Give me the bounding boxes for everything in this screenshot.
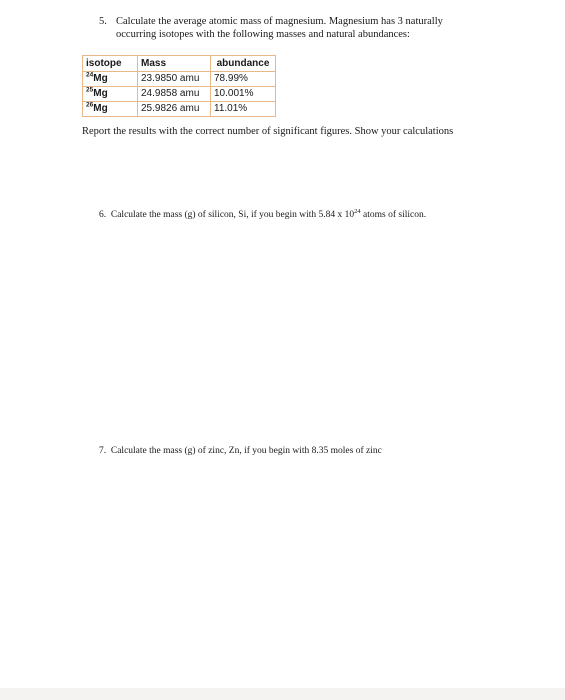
question-5 [99,16,519,41]
question-6-text-main: Calculate the mass (g) of silicon, Si, if you begin with 5.84 x 10 [110,210,355,220]
question-5-number: 5. [99,16,107,27]
question-6-number: 6. [99,210,107,220]
report-instruction: Report the results with the correct number of significant figures. Show your calculations [82,126,454,137]
mass-cell: 24.9858 amu [138,87,211,102]
header-isotope: isotope [83,56,138,72]
question-6-text-end: atoms of silicon. [360,210,427,220]
question-7-number: 7. [99,446,107,456]
mass-cell: 25.9826 amu [138,102,211,117]
isotope-table-header-row [83,56,276,72]
question-5-line-1: Calculate the average atomic mass of magnesium. Magnesium has 3 naturally [116,16,443,27]
mass-number: 26 [86,101,94,109]
isotope-table [82,55,276,117]
table-row [83,102,276,117]
isotope-cell [83,87,138,102]
abundance-cell: 78.99% [211,72,276,87]
isotope-cell [83,102,138,117]
element-symbol: Mg [93,73,108,84]
question-7 [99,445,382,457]
isotope-cell [83,72,138,87]
element-symbol: Mg [93,88,108,99]
bottom-strip [0,688,565,700]
question-6-text [110,207,427,220]
mass-cell: 23.9850 amu [138,72,211,87]
mass-number: 24 [86,71,94,79]
exponent: 24 [354,207,361,215]
element-symbol: Mg [93,103,108,114]
abundance-cell: 11.01% [211,102,276,117]
header-mass: Mass [138,56,211,72]
abundance-cell: 10.001% [211,87,276,102]
question-5-line-2: occurring isotopes with the following masses and natural abundances: [116,28,410,40]
header-abundance: abundance [211,56,276,72]
question-6 [99,209,426,221]
question-5-text [116,16,519,41]
table-row [83,87,276,102]
mass-number: 25 [86,86,94,94]
question-7-text: Calculate the mass (g) of zinc, Zn, if you begin with 8.35 moles of zinc [110,446,382,456]
table-row [83,72,276,87]
